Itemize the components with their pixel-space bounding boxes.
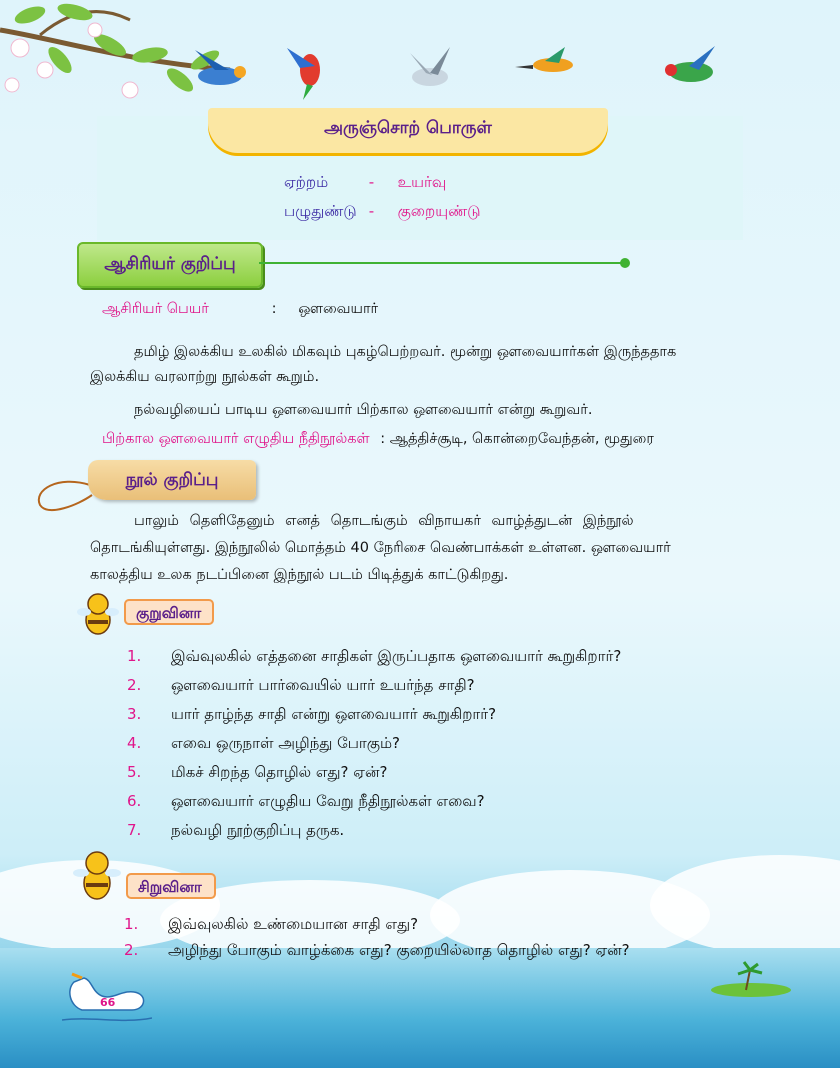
word-meaning-row [284, 173, 446, 193]
bee-mascot-icon [76, 590, 120, 640]
list-item [127, 646, 621, 675]
book-note-line: பாலும் தெளிதேனும் எனத் தொடங்கும் விநாயகர் வாழ்த்துடன் இந்நூல் [134, 513, 634, 529]
short-questions-header: குறுவினா [124, 599, 214, 625]
small-questions-header: சிறுவினா [126, 873, 216, 899]
section-divider-dot [620, 258, 630, 268]
author-name-colon: : [271, 301, 277, 317]
small-questions-list [124, 914, 630, 966]
author-para-line: இலக்கிய வரலாற்று நூல்கள் கூறும். [90, 369, 320, 385]
author-para-line: நல்வழியைப் பாடிய ஔவையார் பிற்கால ஔவையார் என்று கூறுவர். [134, 402, 593, 418]
question-text: எவை ஒருநாள் அழிந்து போகும்? [171, 734, 401, 752]
list-item [127, 675, 621, 704]
question-number: 2. [124, 941, 139, 959]
question-number: 2. [127, 676, 142, 694]
word-dash: - [368, 173, 375, 191]
bird-illustration [515, 45, 585, 85]
book-note-header [88, 460, 256, 500]
author-para-line: தமிழ் இலக்கிய உலகில் மிகவும் புகழ்பெற்றவர். மூன்று ஔவையார்கள் இருந்ததாக [134, 344, 677, 360]
list-item [127, 762, 621, 791]
bee-mascot-icon [72, 845, 122, 905]
author-name-label: ஆசிரியர் பெயர் [102, 301, 209, 317]
question-number: 3. [127, 705, 142, 723]
author-name-row [102, 296, 378, 323]
book-note-line: காலத்திய உலக நடப்பினை இந்நூல் படம் பிடித்துக் காட்டுகிறது. [90, 567, 509, 583]
list-item [124, 940, 630, 966]
question-number: 7. [127, 821, 142, 839]
question-number: 5. [127, 763, 142, 781]
book-note-title: நூல் குறிப்பு [125, 470, 219, 490]
question-number: 6. [127, 792, 142, 810]
list-item [127, 733, 621, 762]
bird-illustration [400, 45, 460, 95]
author-name-value: ஔவையார் [298, 301, 379, 317]
list-item [127, 704, 621, 733]
word-meaning: உயர்வு [397, 173, 447, 191]
question-number: 4. [127, 734, 142, 752]
author-note-header [77, 242, 263, 288]
question-text: இவ்வுலகில் எத்தனை சாதிகள் இருப்பதாக ஔவையார் கூறுகிறார்? [171, 647, 622, 665]
author-works-label: பிற்கால ஔவையார் எழுதிய நீதிநூல்கள் [102, 431, 370, 447]
word-term: பழுதுண்டு [284, 202, 357, 220]
word-meaning-row [284, 202, 481, 222]
list-item [127, 791, 621, 820]
question-text: நல்வழி நூற்குறிப்பு தருக. [171, 821, 345, 839]
word-meaning-title: அருஞ்சொற் பொருள் [324, 118, 492, 138]
short-questions-list [127, 646, 621, 849]
question-number: 1. [124, 915, 139, 933]
question-text: ஔவையார் எழுதிய வேறு நீதிநூல்கள் எவை? [171, 792, 485, 810]
question-text: யார் தாழ்ந்த சாதி என்று ஔவையார் கூறுகிறார்? [171, 705, 497, 723]
question-number: 1. [127, 647, 142, 665]
list-item [124, 914, 630, 940]
bird-illustration [285, 40, 335, 100]
word-meaning: குறையுண்டு [397, 202, 481, 220]
question-text: அழிந்து போகும் வாழ்க்கை எது? குறையில்லாத தொழில் எது? ஏன்? [168, 941, 630, 959]
question-text: ஔவையார் பார்வையில் யார் உயர்ந்த சாதி? [171, 676, 475, 694]
question-text: மிகச் சிறந்த தொழில் எது? ஏன்? [171, 763, 388, 781]
word-meaning-banner [208, 108, 608, 156]
author-works-row [102, 426, 654, 453]
list-item [127, 820, 621, 849]
author-works-value: : ஆத்திச்சூடி, கொன்றைவேந்தன், மூதுரை [380, 431, 654, 447]
word-dash: - [368, 202, 375, 220]
bird-illustration [655, 42, 725, 97]
page-number: 66 [100, 996, 116, 1009]
author-note-title: ஆசிரியர் குறிப்பு [104, 254, 236, 274]
island-illustration [706, 960, 796, 1000]
section-divider [259, 262, 625, 264]
bird-illustration [185, 48, 255, 98]
book-note-line: தொடங்கியுள்ளது. இந்நூலில் மொத்தம் 40 நேரிசை வெண்பாக்கள் உள்ளன. ஔவையார் [90, 540, 671, 556]
word-term: ஏற்றம் [284, 173, 329, 191]
question-text: இவ்வுலகில் உண்மையான சாதி எது? [168, 915, 419, 933]
